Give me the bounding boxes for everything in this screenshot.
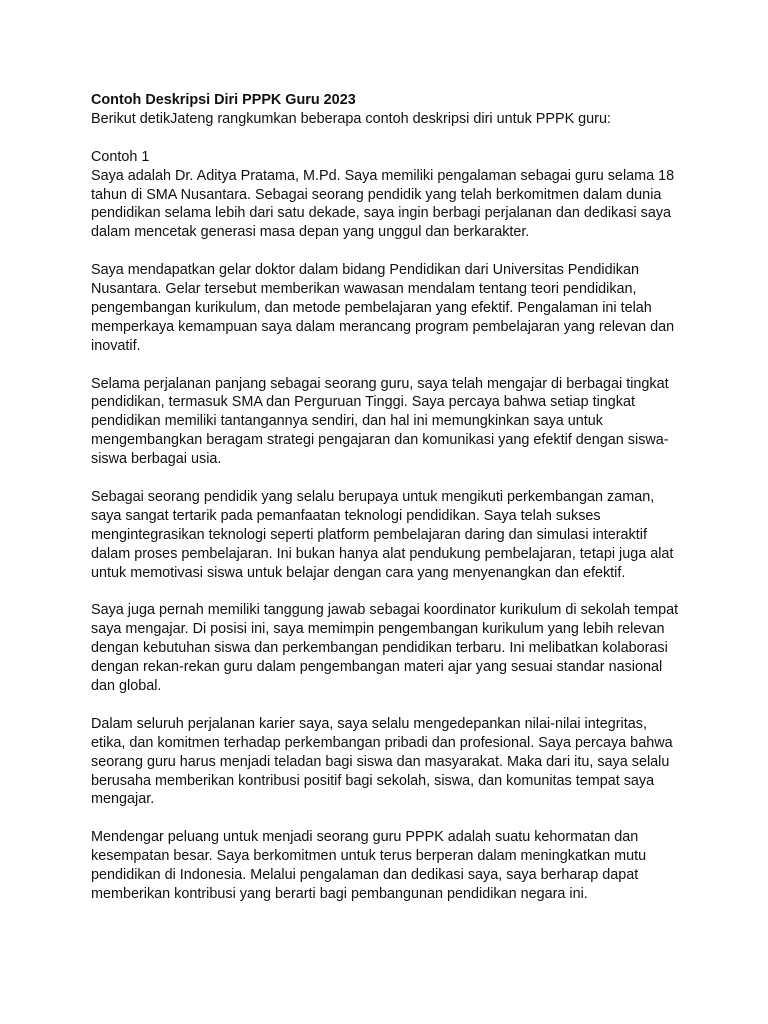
document-body: [91, 91, 681, 923]
intro-text: Berikut detikJateng rangkumkan beberapa contoh deskripsi diri untuk PPPK guru:: [91, 110, 611, 127]
paragraph-4: Sebagai seorang pendidik yang selalu berupaya untuk mengikuti perkembangan zaman, saya sangat tertarik pada pemanfaatan teknologi pendidikan. Saya telah sukses mengintegrasikan teknologi seperti platform pembelajaran daring dan simulasi interaktif dalam proses pembelajaran. Ini bukan hanya alat pendukung pembelajaran, tetapi juga alat untuk memotivasi siswa untuk belajar dengan cara yang menyenangkan dan efektif.: [91, 488, 674, 581]
document-title: Contoh Deskripsi Diri PPPK Guru 2023: [91, 92, 356, 108]
paragraph-7: Mendengar peluang untuk menjadi seorang guru PPPK adalah suatu kehormatan dan kesempatan besar. Saya berkomitmen untuk terus berperan dalam meningkatkan mutu pendidikan di Indonesia. Melalui pengalaman dan dedikasi saya, saya berharap dapat memberikan kontribusi yang berarti bagi pembangunan pendidikan negara ini.: [91, 829, 647, 902]
section-label: Contoh 1: [91, 148, 150, 165]
paragraph-6: Dalam seluruh perjalanan karier saya, saya selalu mengedepankan nilai-nilai integritas, etika, dan komitmen terhadap perkembangan pribadi dan profesional. Saya percaya bahwa seorang guru harus menjadi teladan bagi siswa dan masyarakat. Maka dari itu, saya selalu berusaha memberikan kontribusi positif bagi sekolah, siswa, dan komunitas tempat saya mengajar.: [91, 715, 673, 808]
paragraph-1: Saya adalah Dr. Aditya Pratama, M.Pd. Saya memiliki pengalaman sebagai guru selama 18 tahun di SMA Nusantara. Sebagai seorang pendidik yang telah berkomitmen dalam dunia pendidikan selama lebih dari satu dekade, saya ingin berbagi perjalanan dan dedikasi saya dalam mencetak generasi masa depan yang unggul dan berkarakter.: [91, 167, 675, 241]
paragraph-2: Saya mendapatkan gelar doktor dalam bidang Pendidikan dari Universitas Pendidikan Nusantara. Gelar tersebut memberikan wawasan mendalam tentang teori pendidikan, pengembangan kurikulum, dan metode pembelajaran yang efektif. Pengalaman ini telah memperkaya kemampuan saya dalam merancang program pembelajaran yang relevan dan inovatif.: [91, 262, 675, 354]
paragraph-3: Selama perjalanan panjang sebagai seorang guru, saya telah mengajar di berbagai tingkat pendidikan, termasuk SMA dan Perguruan Tinggi. Saya percaya bahwa setiap tingkat pendidikan memiliki tantangannya sendiri, dan hal ini memungkinkan saya untuk mengembangkan beragam strategi pengajaran dan komunikasi yang efektif dengan siswa-siswa berbagai usia.: [91, 375, 669, 468]
paragraph-5: Saya juga pernah memiliki tanggung jawab sebagai koordinator kurikulum di sekolah tempat saya mengajar. Di posisi ini, saya memimpin pengembangan kurikulum yang lebih relevan dengan kebutuhan siswa dan perkembangan pendidikan terbaru. Ini melibatkan kolaborasi dengan rekan-rekan guru dalam pengembangan materi ajar yang sesuai standar nasional dan global.: [91, 602, 679, 695]
